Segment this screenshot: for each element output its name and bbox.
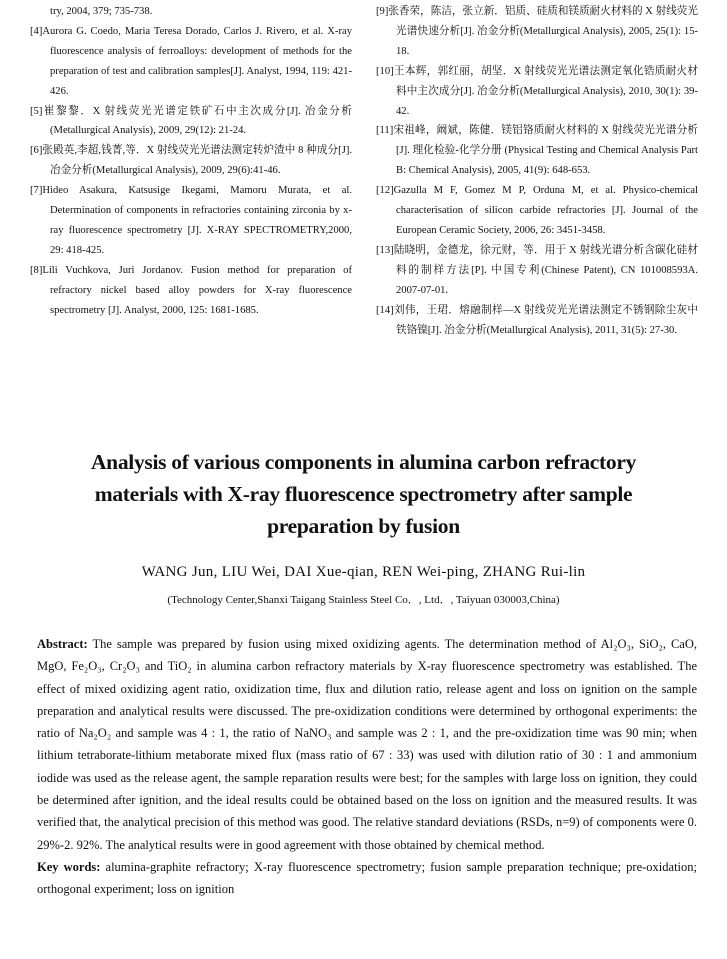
reference-item: try, 2004, 379; 735-738.: [50, 6, 153, 17]
oxide-list: Al₂O₃, SiO₂, CaO, MgO, Fe₂O₃, Cr₂O₃ and TiO₂: [37, 637, 697, 674]
abstract-text-part1: The sample was prepared by fusion using mixed oxidizing agents. The determination method of: [87, 637, 601, 651]
reference-item: [11]宋祖峰，阚斌，陈健．镁铝铬质耐火材料的 X 射线荧光光谱分析[J]. 理化检验-化学分册 (Physical Testing and Chemical Analysis Part B: Chemical Analysis), 2005, 41(9): 648-653.: [376, 125, 698, 177]
affiliation: (Technology Center,Shanxi Taigang Stainless Steel Co．, Ltd．, Taiyuan 030003,China): [167, 594, 560, 606]
reference-item: [13]陆晓明，金德龙，徐元财，等．用于 X 射线光谱分析含碳化硅材料的制样方法[P]. 中国专利(Chinese Patent), CN 101008593A. 2007-07-01.: [376, 244, 698, 296]
keywords-text: alumina-graphite refractory; X-ray fluorescence spectrometry; fusion sample preparation technique; pre-oxidation; orthogonal experiment; loss on ignition: [37, 859, 697, 897]
abstract-paragraph: [37, 633, 697, 856]
reference-item: [10]王本辉，郭红丽，胡坚．X 射线荧光光谱法测定氧化锆质耐火材料中主次成分[J]. 冶金分析(Metallurgical Analysis), 2010, 30(1): 39-42.: [376, 65, 698, 117]
reference-item: [7]Hideo Asakura, Katsusige Ikegami, Mamoru Murata, et al. Determination of components in refractories containing zirconia by x-ray fluorescence spectrometry [J]. X-RAY SPECTROMETRY,2000, 29: 418-425.: [30, 185, 352, 256]
author-list: WANG Jun, LIU Wei, DAI Xue-qian, REN Wei-ping, ZHANG Rui-lin: [141, 564, 586, 580]
references-left-column: [30, 2, 352, 340]
abstract-block: [37, 633, 697, 901]
reference-item: [8]Lili Vuchkova, Juri Jordanov. Fusion method for preparation of refractory nickel based alloy powders for X-ray fluorescence spectrometry [J]. Analyst, 2000, 125: 1681-1685.: [30, 264, 352, 316]
reference-item: [6]张殿英,李超,钱菁,等．X 射线荧光光谱法测定转炉渣中 8 种成分[J]. 冶金分析(Metallurgical Analysis), 2009, 29(6):41-46.: [30, 145, 352, 177]
reference-item: [14]刘伟，王珺．熔融制样—X 射线荧光光谱法测定不锈钢除尘灰中铁铬镍[J]. 冶金分析(Metallurgical Analysis), 2011, 31(5): 27-30.: [376, 304, 698, 336]
references-section: [30, 2, 698, 340]
references-right-column: [376, 2, 698, 340]
abstract-label: Abstract:: [37, 637, 88, 651]
abstract-text-part2: in alumina carbon refractory materials by X-ray fluorescence spectrometry was established. The effect of mixed oxidizing agent ratio, oxidization time, flux and dilution ratio, release agent and loss on ignition on the sample preparation and analytical results were discussed. The pre-oxidization conditions were determined by orthogonal experiments: the ratio of Na₂O₂ and sample was 4 : 1, the ratio of NaNO₃ and sample was 2 : 1, and the pre-oxidization time was 90 min; when lithium tetraborate-lithium metaborate mixed flux (mass ratio of 67 : 33) was used with dilution ratio of 30 : 1 and ammonium iodide was used as the release agent, the sample reparation results were best; for the samples with large loss on ignition, they could be determined after ignition, and the ideal results could be obtained based on the loss on ignition and the measured results. It was verified that, the analytical precision of this method was good. The relative standard deviations (RSDs, n=9) of components were 0. 29%-2. 92%. The analytical results were in good agreement with those obtained by chemical method.: [37, 659, 697, 852]
keywords-label: Key words:: [37, 859, 101, 874]
paper-title: Analysis of various components in alumina carbon refractory materials with X-ray fluorescence spectrometry after sample preparation by fusion: [90, 450, 637, 538]
reference-item: [9]张香荣，陈洁，张立新．铝质、硅质和镁质耐火材料的 X 射线荧光光谱快速分析[J]. 冶金分析(Metallurgical Analysis), 2005, 25(1): 15-18.: [376, 6, 698, 57]
reference-item: [4]Aurora G. Coedo, Maria Teresa Dorado, Carlos J. Rivero, et al. X-ray fluorescence analysis of ferroalloys: development of methods for the preparation of test and calibration samples[J]. Analyst, 1994, 119: 421-426.: [30, 25, 352, 97]
reference-item: [5]崔黎黎．X 射线荧光光谱定铁矿石中主次成分[J]. 冶金分析(Metallurgical Analysis), 2009, 29(12): 21-24.: [30, 105, 352, 137]
keywords-paragraph: [37, 856, 697, 901]
reference-item: [12]Gazulla M F, Gomez M P, Orduna M, et al. Physico-chemical characterisation of silicon carbide refractories [J]. Journal of the European Ceramic Society, 2006, 26: 3451-3458.: [376, 185, 698, 236]
